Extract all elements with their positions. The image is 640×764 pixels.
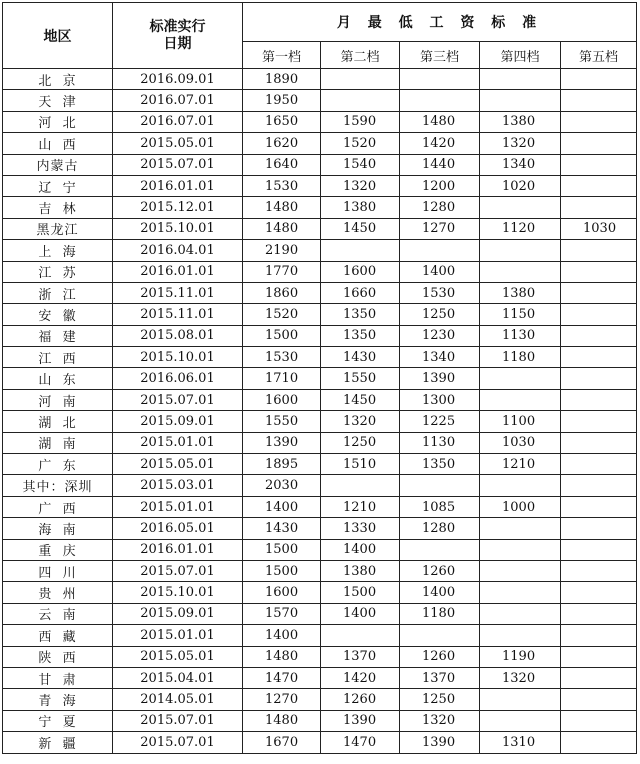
header-row-main	[3, 3, 637, 42]
tier-3-wage-cell: 1260	[400, 646, 480, 667]
table-row	[3, 710, 637, 731]
tier-2-wage-cell: 1600	[321, 261, 400, 282]
tier-2-wage-cell	[321, 69, 400, 90]
effective-date-cell: 2016.06.01	[113, 368, 243, 389]
tier-5-wage-cell	[561, 261, 637, 282]
tier-3-wage-cell: 1270	[400, 218, 480, 239]
tier-4-wage-cell	[480, 539, 561, 560]
tier-5-wage-cell	[561, 582, 637, 603]
region-cell: 湖 南	[3, 432, 113, 453]
region-cell: 上 海	[3, 240, 113, 261]
tier-2-wage-cell	[321, 90, 400, 111]
effective-date-cell: 2016.07.01	[113, 90, 243, 111]
table-row	[3, 218, 637, 239]
tier-1-wage-cell: 1650	[243, 111, 321, 132]
tier-3-header: 第三档	[400, 42, 480, 69]
table-row	[3, 368, 637, 389]
region-cell: 黑龙江	[3, 218, 113, 239]
tier-1-wage-cell: 1500	[243, 325, 321, 346]
region-cell: 四 川	[3, 560, 113, 581]
tier-2-wage-cell: 1510	[321, 454, 400, 475]
tier-5-wage-cell	[561, 539, 637, 560]
region-cell: 安 徽	[3, 304, 113, 325]
tier-2-wage-cell: 1370	[321, 646, 400, 667]
tier-4-wage-cell: 1130	[480, 325, 561, 346]
tier-4-wage-cell	[480, 560, 561, 581]
tier-2-wage-cell: 1400	[321, 539, 400, 560]
tier-5-wage-cell	[561, 710, 637, 731]
tier-2-wage-cell: 1250	[321, 432, 400, 453]
tier-3-wage-cell: 1250	[400, 304, 480, 325]
tier-3-wage-cell: 1340	[400, 347, 480, 368]
tier-5-wage-cell	[561, 175, 637, 196]
tier-2-wage-cell: 1400	[321, 603, 400, 624]
tier-2-wage-cell: 1330	[321, 518, 400, 539]
effective-date-cell: 2015.04.01	[113, 667, 243, 688]
tier-1-wage-cell: 1480	[243, 710, 321, 731]
tier-2-wage-cell: 1380	[321, 560, 400, 581]
tier-1-wage-cell: 1950	[243, 90, 321, 111]
table-row	[3, 582, 637, 603]
tier-2-wage-cell: 1540	[321, 154, 400, 175]
wage-standard-title: 月 最 低 工 资 标 准	[243, 3, 637, 42]
tier-5-wage-cell	[561, 518, 637, 539]
tier-2-wage-cell: 1390	[321, 710, 400, 731]
tier-3-wage-cell	[400, 90, 480, 111]
tier-1-wage-cell: 1770	[243, 261, 321, 282]
tier-3-wage-cell: 1280	[400, 197, 480, 218]
region-cell: 贵 州	[3, 582, 113, 603]
tier-5-wage-cell	[561, 197, 637, 218]
tier-4-wage-cell	[480, 389, 561, 410]
tier-3-wage-cell: 1250	[400, 689, 480, 710]
minimum-wage-table-sheet	[2, 2, 637, 754]
table-row	[3, 347, 637, 368]
table-row	[3, 732, 637, 753]
tier-3-wage-cell: 1320	[400, 710, 480, 731]
tier-5-wage-cell	[561, 411, 637, 432]
tier-1-wage-cell: 1390	[243, 432, 321, 453]
region-cell: 吉 林	[3, 197, 113, 218]
tier-3-wage-cell	[400, 625, 480, 646]
tier-3-wage-cell: 1440	[400, 154, 480, 175]
tier-1-wage-cell: 1400	[243, 496, 321, 517]
region-cell: 湖 北	[3, 411, 113, 432]
effective-date-cell: 2015.01.01	[113, 496, 243, 517]
tier-1-wage-cell: 1430	[243, 518, 321, 539]
tier-3-wage-cell: 1390	[400, 368, 480, 389]
table-row	[3, 154, 637, 175]
tier-4-wage-cell: 1340	[480, 154, 561, 175]
tier-1-wage-cell: 1670	[243, 732, 321, 753]
effective-date-cell: 2016.09.01	[113, 69, 243, 90]
region-cell: 宁 夏	[3, 710, 113, 731]
region-cell: 内蒙古	[3, 154, 113, 175]
region-cell: 山 东	[3, 368, 113, 389]
table-row	[3, 603, 637, 624]
table-row	[3, 475, 637, 496]
tier-2-wage-cell: 1210	[321, 496, 400, 517]
tier-5-wage-cell	[561, 454, 637, 475]
tier-5-wage-cell	[561, 625, 637, 646]
tier-4-wage-cell: 1210	[480, 454, 561, 475]
tier-5-wage-cell	[561, 646, 637, 667]
region-cell: 河 北	[3, 111, 113, 132]
tier-5-wage-cell	[561, 475, 637, 496]
region-column-header: 地区	[3, 3, 113, 69]
tier-2-wage-cell: 1430	[321, 347, 400, 368]
tier-3-wage-cell: 1390	[400, 732, 480, 753]
tier-2-wage-cell: 1420	[321, 667, 400, 688]
effective-date-cell: 2015.11.01	[113, 304, 243, 325]
tier-3-wage-cell: 1130	[400, 432, 480, 453]
table-row	[3, 133, 637, 154]
tier-4-wage-cell	[480, 69, 561, 90]
tier-4-wage-cell	[480, 710, 561, 731]
tier-4-wage-cell	[480, 197, 561, 218]
effective-date-cell: 2015.01.01	[113, 432, 243, 453]
table-row	[3, 689, 637, 710]
effective-date-cell: 2016.05.01	[113, 518, 243, 539]
tier-4-wage-cell: 1320	[480, 133, 561, 154]
tier-1-wage-cell: 2190	[243, 240, 321, 261]
tier-3-wage-cell: 1230	[400, 325, 480, 346]
tier-4-wage-cell	[480, 582, 561, 603]
tier-1-wage-cell: 1570	[243, 603, 321, 624]
effective-date-cell: 2015.10.01	[113, 218, 243, 239]
tier-2-wage-cell: 1590	[321, 111, 400, 132]
effective-date-cell: 2015.01.01	[113, 625, 243, 646]
table-row	[3, 646, 637, 667]
tier-2-wage-cell: 1350	[321, 304, 400, 325]
region-cell: 甘 肃	[3, 667, 113, 688]
effective-date-cell: 2015.05.01	[113, 454, 243, 475]
tier-1-wage-cell: 1500	[243, 560, 321, 581]
table-row	[3, 496, 637, 517]
region-cell: 云 南	[3, 603, 113, 624]
region-cell: 北 京	[3, 69, 113, 90]
tier-1-wage-cell: 1640	[243, 154, 321, 175]
table-row	[3, 539, 637, 560]
tier-4-wage-cell: 1320	[480, 667, 561, 688]
tier-4-wage-cell: 1120	[480, 218, 561, 239]
tier-1-wage-cell: 1500	[243, 539, 321, 560]
region-cell: 山 西	[3, 133, 113, 154]
region-cell: 重 庆	[3, 539, 113, 560]
table-row	[3, 389, 637, 410]
tier-4-header: 第四档	[480, 42, 561, 69]
region-cell: 广 东	[3, 454, 113, 475]
tier-1-wage-cell: 1530	[243, 347, 321, 368]
table-row	[3, 560, 637, 581]
table-row	[3, 411, 637, 432]
table-row	[3, 325, 637, 346]
tier-4-wage-cell: 1150	[480, 304, 561, 325]
tier-5-wage-cell	[561, 347, 637, 368]
tier-3-wage-cell: 1480	[400, 111, 480, 132]
table-row	[3, 69, 637, 90]
tier-5-wage-cell	[561, 667, 637, 688]
tier-2-wage-cell: 1320	[321, 175, 400, 196]
tier-3-wage-cell: 1225	[400, 411, 480, 432]
tier-4-wage-cell: 1180	[480, 347, 561, 368]
tier-4-wage-cell: 1190	[480, 646, 561, 667]
effective-date-cell: 2015.05.01	[113, 133, 243, 154]
tier-2-wage-cell: 1260	[321, 689, 400, 710]
region-cell: 天 津	[3, 90, 113, 111]
tier-4-wage-cell	[480, 90, 561, 111]
tier-5-wage-cell	[561, 496, 637, 517]
tier-5-wage-cell	[561, 432, 637, 453]
tier-3-wage-cell: 1280	[400, 518, 480, 539]
tier-4-wage-cell	[480, 689, 561, 710]
tier-4-wage-cell: 1020	[480, 175, 561, 196]
minimum-wage-table	[2, 2, 637, 754]
tier-5-wage-cell	[561, 240, 637, 261]
table-row	[3, 304, 637, 325]
effective-date-cell: 2016.01.01	[113, 175, 243, 196]
tier-1-wage-cell: 1470	[243, 667, 321, 688]
tier-1-header: 第一档	[243, 42, 321, 69]
effective-date-cell: 2015.11.01	[113, 282, 243, 303]
tier-2-wage-cell: 1470	[321, 732, 400, 753]
table-row	[3, 667, 637, 688]
region-cell: 浙 江	[3, 282, 113, 303]
date-column-header: 标准实行 日期	[113, 3, 243, 69]
tier-3-wage-cell: 1200	[400, 175, 480, 196]
tier-1-wage-cell: 1520	[243, 304, 321, 325]
tier-3-wage-cell	[400, 240, 480, 261]
region-cell: 河 南	[3, 389, 113, 410]
tier-2-wage-cell: 1450	[321, 218, 400, 239]
tier-2-wage-cell	[321, 475, 400, 496]
tier-2-wage-cell: 1520	[321, 133, 400, 154]
tier-3-wage-cell: 1350	[400, 454, 480, 475]
tier-1-wage-cell: 2030	[243, 475, 321, 496]
region-cell: 海 南	[3, 518, 113, 539]
effective-date-cell: 2016.01.01	[113, 261, 243, 282]
tier-1-wage-cell: 1400	[243, 625, 321, 646]
tier-3-wage-cell	[400, 475, 480, 496]
effective-date-cell: 2015.07.01	[113, 710, 243, 731]
effective-date-cell: 2015.07.01	[113, 560, 243, 581]
table-row	[3, 454, 637, 475]
table-row	[3, 197, 637, 218]
effective-date-cell: 2015.08.01	[113, 325, 243, 346]
tier-5-wage-cell	[561, 689, 637, 710]
tier-1-wage-cell: 1530	[243, 175, 321, 196]
tier-5-wage-cell	[561, 389, 637, 410]
tier-1-wage-cell: 1480	[243, 197, 321, 218]
tier-4-wage-cell: 1030	[480, 432, 561, 453]
table-row	[3, 625, 637, 646]
effective-date-cell: 2015.09.01	[113, 411, 243, 432]
tier-3-wage-cell	[400, 69, 480, 90]
tier-1-wage-cell: 1895	[243, 454, 321, 475]
tier-2-wage-cell	[321, 240, 400, 261]
effective-date-cell: 2015.10.01	[113, 347, 243, 368]
table-row	[3, 261, 637, 282]
tier-3-wage-cell: 1180	[400, 603, 480, 624]
effective-date-cell: 2015.07.01	[113, 389, 243, 410]
tier-2-wage-cell: 1380	[321, 197, 400, 218]
tier-5-wage-cell	[561, 368, 637, 389]
tier-4-wage-cell: 1310	[480, 732, 561, 753]
table-row	[3, 111, 637, 132]
tier-4-wage-cell	[480, 475, 561, 496]
tier-3-wage-cell: 1400	[400, 261, 480, 282]
tier-1-wage-cell: 1480	[243, 218, 321, 239]
tier-4-wage-cell	[480, 261, 561, 282]
tier-5-wage-cell	[561, 560, 637, 581]
tier-4-wage-cell: 1100	[480, 411, 561, 432]
tier-2-wage-cell: 1350	[321, 325, 400, 346]
tier-2-wage-cell: 1550	[321, 368, 400, 389]
tier-1-wage-cell: 1620	[243, 133, 321, 154]
tier-5-wage-cell: 1030	[561, 218, 637, 239]
tier-5-header: 第五档	[561, 42, 637, 69]
tier-5-wage-cell	[561, 732, 637, 753]
region-cell: 辽 宁	[3, 175, 113, 196]
tier-3-wage-cell: 1300	[400, 389, 480, 410]
tier-2-header: 第二档	[321, 42, 400, 69]
tier-1-wage-cell: 1600	[243, 389, 321, 410]
region-cell: 青 海	[3, 689, 113, 710]
effective-date-cell: 2016.04.01	[113, 240, 243, 261]
tier-4-wage-cell: 1000	[480, 496, 561, 517]
tier-1-wage-cell: 1270	[243, 689, 321, 710]
tier-5-wage-cell	[561, 282, 637, 303]
tier-1-wage-cell: 1890	[243, 69, 321, 90]
tier-4-wage-cell	[480, 603, 561, 624]
tier-5-wage-cell	[561, 90, 637, 111]
effective-date-cell: 2015.05.01	[113, 646, 243, 667]
table-row	[3, 90, 637, 111]
tier-2-wage-cell: 1450	[321, 389, 400, 410]
tier-3-wage-cell: 1530	[400, 282, 480, 303]
tier-3-wage-cell: 1370	[400, 667, 480, 688]
tier-2-wage-cell: 1500	[321, 582, 400, 603]
tier-4-wage-cell	[480, 518, 561, 539]
tier-3-wage-cell: 1260	[400, 560, 480, 581]
tier-5-wage-cell	[561, 133, 637, 154]
tier-5-wage-cell	[561, 325, 637, 346]
tier-3-wage-cell: 1400	[400, 582, 480, 603]
tier-4-wage-cell	[480, 625, 561, 646]
tier-5-wage-cell	[561, 69, 637, 90]
tier-1-wage-cell: 1480	[243, 646, 321, 667]
region-cell: 江 苏	[3, 261, 113, 282]
tier-5-wage-cell	[561, 111, 637, 132]
region-cell: 西 藏	[3, 625, 113, 646]
tier-2-wage-cell: 1320	[321, 411, 400, 432]
tier-3-wage-cell: 1420	[400, 133, 480, 154]
region-cell: 陕 西	[3, 646, 113, 667]
tier-4-wage-cell: 1380	[480, 111, 561, 132]
effective-date-cell: 2015.03.01	[113, 475, 243, 496]
tier-5-wage-cell	[561, 603, 637, 624]
region-cell: 江 西	[3, 347, 113, 368]
tier-4-wage-cell	[480, 368, 561, 389]
region-cell: 福 建	[3, 325, 113, 346]
table-row	[3, 240, 637, 261]
tier-3-wage-cell: 1085	[400, 496, 480, 517]
region-cell: 新 疆	[3, 732, 113, 753]
effective-date-cell: 2016.01.01	[113, 539, 243, 560]
tier-2-wage-cell	[321, 625, 400, 646]
tier-1-wage-cell: 1550	[243, 411, 321, 432]
table-row	[3, 282, 637, 303]
tier-4-wage-cell: 1380	[480, 282, 561, 303]
tier-5-wage-cell	[561, 304, 637, 325]
tier-1-wage-cell: 1860	[243, 282, 321, 303]
table-row	[3, 518, 637, 539]
tier-1-wage-cell: 1600	[243, 582, 321, 603]
effective-date-cell: 2015.10.01	[113, 582, 243, 603]
effective-date-cell: 2015.07.01	[113, 732, 243, 753]
tier-1-wage-cell: 1710	[243, 368, 321, 389]
effective-date-cell: 2016.07.01	[113, 111, 243, 132]
effective-date-cell: 2015.12.01	[113, 197, 243, 218]
effective-date-cell: 2014.05.01	[113, 689, 243, 710]
region-cell: 广 西	[3, 496, 113, 517]
table-row	[3, 175, 637, 196]
tier-3-wage-cell	[400, 539, 480, 560]
region-cell: 其中：深圳	[3, 475, 113, 496]
table-body	[3, 69, 637, 754]
tier-4-wage-cell	[480, 240, 561, 261]
tier-5-wage-cell	[561, 154, 637, 175]
tier-2-wage-cell: 1660	[321, 282, 400, 303]
table-row	[3, 432, 637, 453]
effective-date-cell: 2015.09.01	[113, 603, 243, 624]
effective-date-cell: 2015.07.01	[113, 154, 243, 175]
